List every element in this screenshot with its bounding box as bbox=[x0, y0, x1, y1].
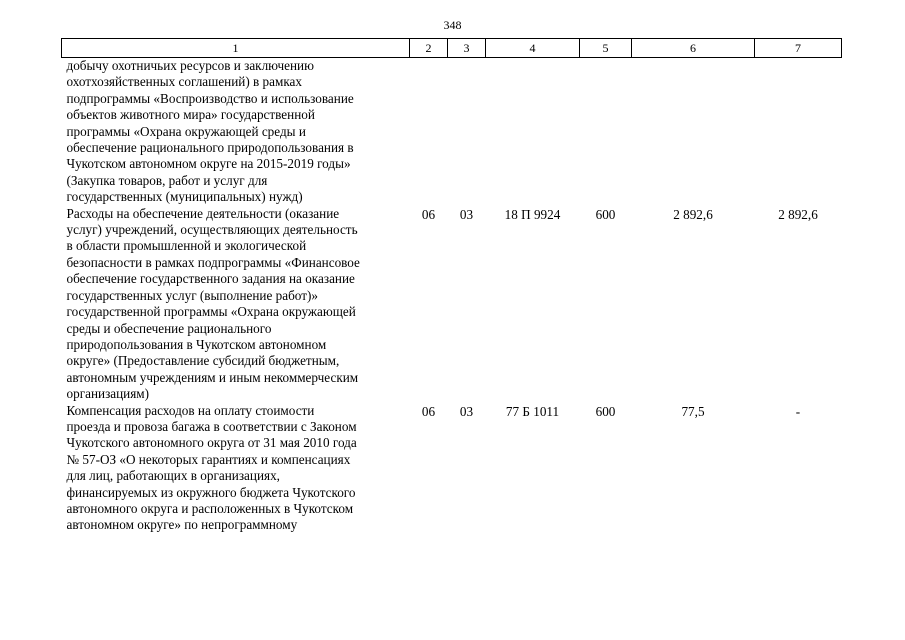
expense-description bbox=[62, 58, 410, 206]
target-article-code: 77 Б 1011 bbox=[505, 403, 560, 419]
subsection-code: 03 bbox=[459, 403, 474, 419]
amount-executed: - bbox=[795, 403, 801, 419]
text-line: в области промышленной и экологической bbox=[66, 238, 307, 254]
text-line: обеспечение рационального природопользования в bbox=[66, 140, 354, 156]
text-line: программы «Охрана окружающей среды и bbox=[66, 123, 306, 139]
amount-approved: 77,5 bbox=[681, 403, 705, 419]
text-line: охотхозяйственных соглашений) в рамках bbox=[66, 74, 302, 90]
target-article-code: 18 П 9924 bbox=[504, 206, 561, 222]
text-line: Расходы на обеспечение деятельности (оказание bbox=[66, 205, 340, 221]
text-line: проезда и провоза багажа в соответствии с Законом bbox=[66, 418, 357, 434]
subsection-code bbox=[448, 58, 486, 206]
column-header-1: 1 bbox=[62, 39, 410, 58]
column-header-3: 3 bbox=[448, 39, 486, 58]
budget-table bbox=[61, 38, 842, 534]
amount-approved bbox=[632, 58, 755, 206]
text-line: № 57-ОЗ «О некоторых гарантиях и компенсациях bbox=[66, 451, 351, 467]
text-line: автономном округе» по непрограммному bbox=[66, 517, 298, 533]
amount-executed bbox=[755, 58, 842, 206]
text-line: Чукотского автономного округа от 31 мая 2010 года bbox=[66, 435, 357, 451]
text-line: округе» (Предоставление субсидий бюджетным, bbox=[66, 353, 340, 369]
text-line: объектов животного мира» государственной bbox=[66, 107, 315, 123]
column-header-6: 6 bbox=[632, 39, 755, 58]
expense-type-code bbox=[580, 58, 632, 206]
text-line: автономным учреждениям и иным некоммерческим bbox=[66, 369, 359, 385]
text-line: безопасности в рамках подпрограммы «Финансовое bbox=[66, 254, 360, 270]
text-line: Компенсация расходов на оплату стоимости bbox=[66, 402, 315, 418]
amount-executed: 2 892,6 bbox=[778, 206, 818, 222]
column-header-5: 5 bbox=[580, 39, 632, 58]
text-line: для лиц, работающих в организациях, bbox=[66, 468, 280, 484]
text-line: добычу охотничьих ресурсов и заключению bbox=[66, 58, 314, 73]
expense-description bbox=[62, 206, 410, 403]
text-line: государственных услуг (выполнение работ)» bbox=[66, 287, 318, 303]
column-number-header-row bbox=[62, 39, 842, 58]
table-row bbox=[62, 403, 842, 534]
column-header-2: 2 bbox=[410, 39, 448, 58]
subsection-code: 03 bbox=[459, 206, 474, 222]
target-article-code bbox=[486, 58, 580, 206]
section-code: 06 bbox=[421, 403, 436, 419]
text-line: среды и обеспечение рационального bbox=[66, 320, 272, 336]
table-row bbox=[62, 58, 842, 206]
text-line: природопользования в Чукотском автономном bbox=[66, 336, 327, 352]
column-header-7: 7 bbox=[755, 39, 842, 58]
text-line: государственных (муниципальных) нужд) bbox=[66, 189, 303, 205]
page-number: 348 bbox=[443, 18, 462, 32]
section-code bbox=[410, 58, 448, 206]
text-line: финансируемых из окружного бюджета Чукотского bbox=[66, 484, 356, 500]
text-line: Чукотском автономном округе на 2015-2019 годы» bbox=[66, 156, 351, 172]
text-line: услуг) учреждений, осуществляющих деятельность bbox=[66, 222, 358, 238]
expense-type-code: 600 bbox=[595, 206, 616, 222]
amount-approved: 2 892,6 bbox=[673, 206, 713, 222]
section-code: 06 bbox=[421, 206, 436, 222]
text-line: организациям) bbox=[66, 386, 150, 402]
text-line: государственной программы «Охрана окружающей bbox=[66, 304, 356, 320]
expense-type-code: 600 bbox=[595, 403, 616, 419]
expense-description bbox=[62, 403, 410, 534]
text-line: автономного округа и расположенных в Чукотском bbox=[66, 500, 354, 516]
column-header-4: 4 bbox=[486, 39, 580, 58]
table-row bbox=[62, 206, 842, 403]
text-line: подпрограммы «Воспроизводство и использование bbox=[66, 90, 354, 106]
text-line: (Закупка товаров, работ и услуг для bbox=[66, 172, 268, 188]
text-line: обеспечение государственного задания на оказание bbox=[66, 271, 355, 287]
